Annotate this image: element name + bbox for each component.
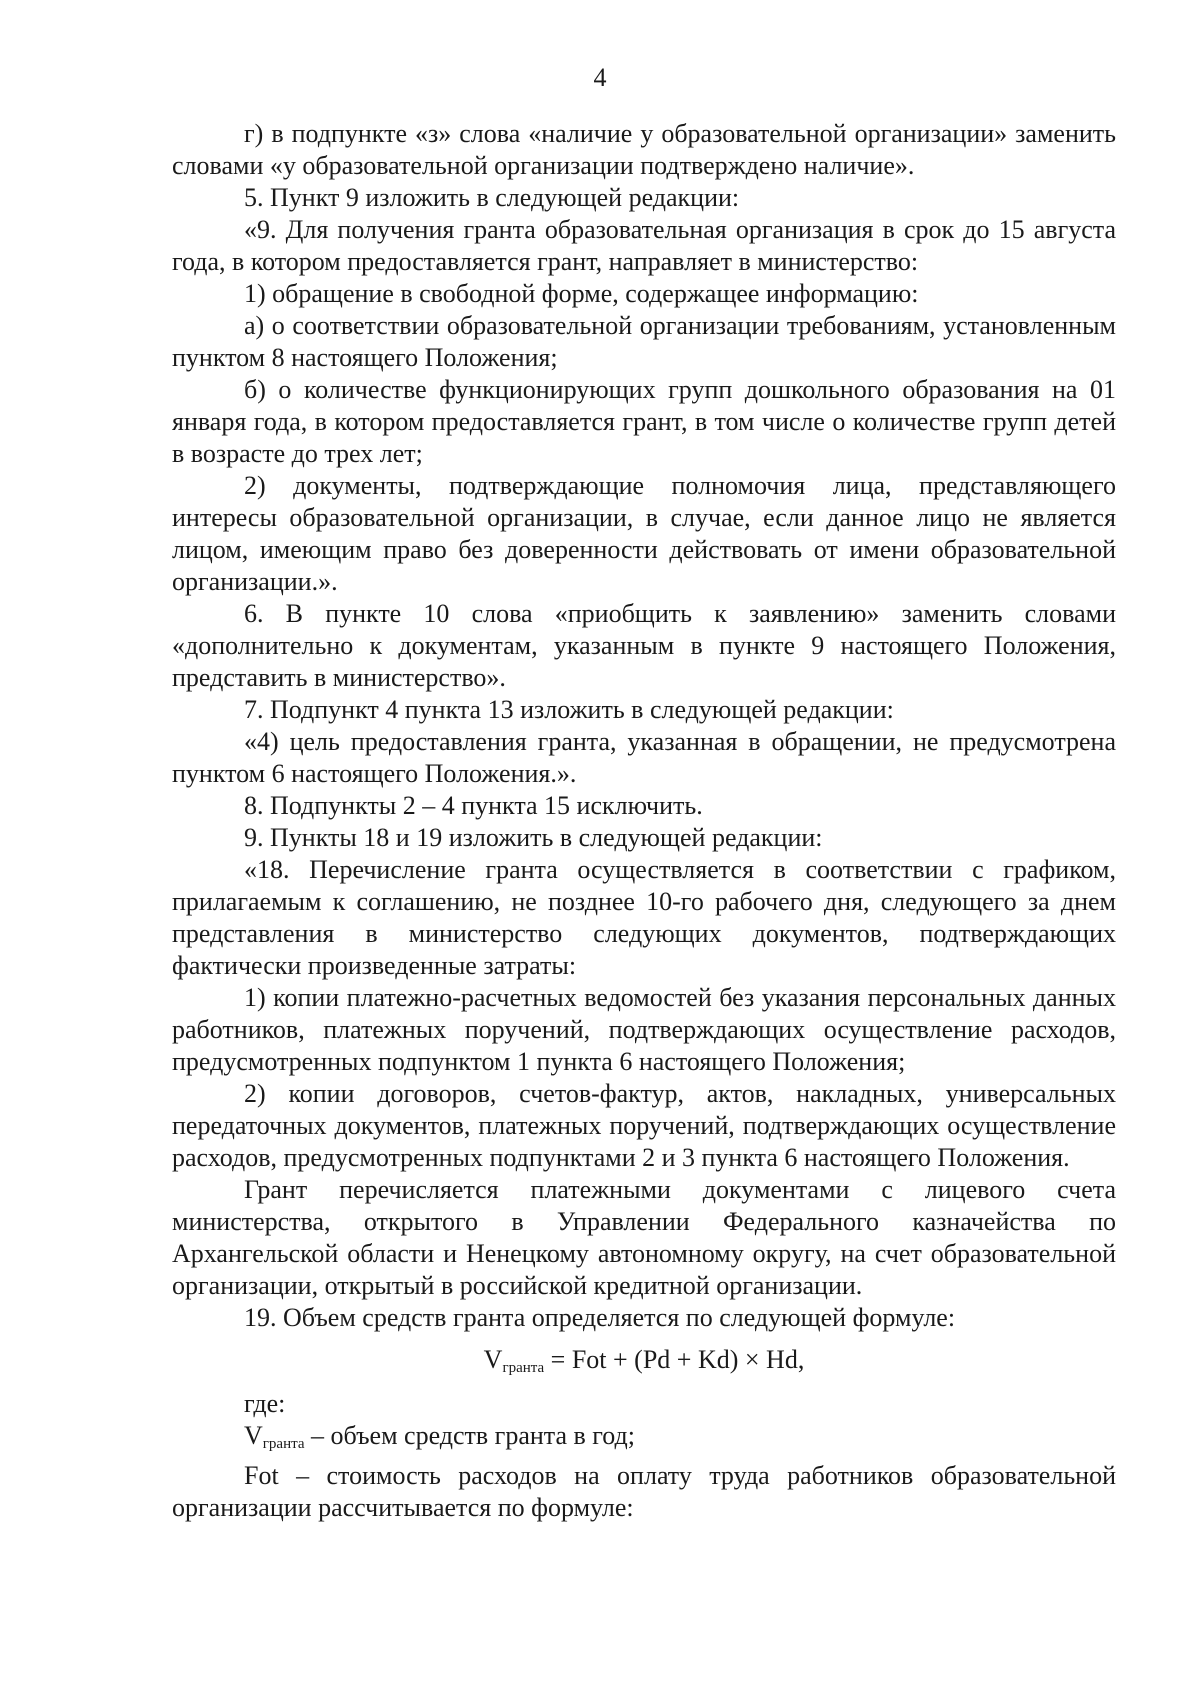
paragraph-4: 1) обращение в свободной форме, содержащее информацию:: [244, 279, 919, 308]
paragraph-10: «4) цель предоставления гранта, указанная в обращении, не предусмотрена пунктом 6 настоящего Положения.».: [172, 727, 1116, 788]
paragraph-3: «9. Для получения гранта образовательная организация в срок до 15 августа года, в котором предоставляется грант, направляет в министерство:: [172, 215, 1116, 276]
formula-symbol: V: [483, 1345, 503, 1374]
definition-v-symbol: V: [244, 1421, 263, 1450]
grant-formula: [172, 1334, 1116, 1388]
document-body: [172, 118, 1116, 1524]
paragraph-6: б) о количестве функционирующих групп дошкольного образования на 01 января года, в котором предоставляется грант, в том числе о количестве групп детей в возрасте до трех лет;: [172, 375, 1116, 468]
paragraph-16: Грант перечисляется платежными документами с лицевого счета министерства, открытого в Управлении Федерального казначейства по Архангельской области и Ненецкому автономному округу, на счет образовательной организации, открытый в российской кредитной организации.: [172, 1175, 1116, 1300]
paragraph-9: 7. Подпункт 4 пункта 13 изложить в следующей редакции:: [244, 695, 894, 724]
paragraph-15: 2) копии договоров, счетов-фактур, актов, накладных, универсальных передаточных документов, платежных поручений, подтверждающих осуществление расходов, предусмотренных подпунктами 2 и 3 пункта 6 настоящего Положения.: [172, 1079, 1116, 1172]
paragraph-12: 9. Пункты 18 и 19 изложить в следующей редакции:: [244, 823, 823, 852]
definition-fot: Fot – стоимость расходов на оплату труда работников образовательной организации рассчитывается по формуле:: [172, 1461, 1116, 1522]
formula-subscript: гранта: [502, 1360, 545, 1376]
formula-expression: = Fot + (Pd + Kd) × Hd,: [544, 1345, 805, 1374]
paragraph-2: 5. Пункт 9 изложить в следующей редакции:: [244, 183, 740, 212]
paragraph-1: г) в подпункте «з» слова «наличие у образовательной организации» заменить словами «у образовательной организации подтверждено наличие».: [172, 119, 1116, 180]
paragraph-7: 2) документы, подтверждающие полномочия лица, представляющего интересы образовательной организации, в случае, если данное лицо не является лицом, имеющим право без доверенности действовать от имени образовательной организации.».: [172, 471, 1116, 596]
definition-v-subscript: гранта: [262, 1436, 305, 1452]
definition-v: [172, 1420, 1116, 1460]
paragraph-17: 19. Объем средств гранта определяется по следующей формуле:: [244, 1303, 956, 1332]
where-label: где:: [244, 1389, 286, 1418]
page-number: 4: [593, 63, 607, 92]
definition-v-text: – объем средств гранта в год;: [304, 1421, 636, 1450]
paragraph-14: 1) копии платежно-расчетных ведомостей без указания персональных данных работников, платежных поручений, подтверждающих осуществление расходов, предусмотренных подпунктом 1 пункта 6 настоящего Положения;: [172, 983, 1116, 1076]
paragraph-11: 8. Подпункты 2 – 4 пункта 15 исключить.: [244, 791, 703, 820]
paragraph-13: «18. Перечисление гранта осуществляется в соответствии с графиком, прилагаемым к соглашению, не позднее 10-го рабочего дня, следующего за днем представления в министерство следующих документов, подтверждающих фактически произведенные затраты:: [172, 855, 1116, 980]
paragraph-5: а) о соответствии образовательной организации требованиям, установленным пунктом 8 настоящего Положения;: [172, 311, 1116, 372]
paragraph-8: 6. В пункте 10 слова «приобщить к заявлению» заменить словами «дополнительно к документам, указанным в пункте 9 настоящего Положения, представить в министерство».: [172, 599, 1116, 692]
